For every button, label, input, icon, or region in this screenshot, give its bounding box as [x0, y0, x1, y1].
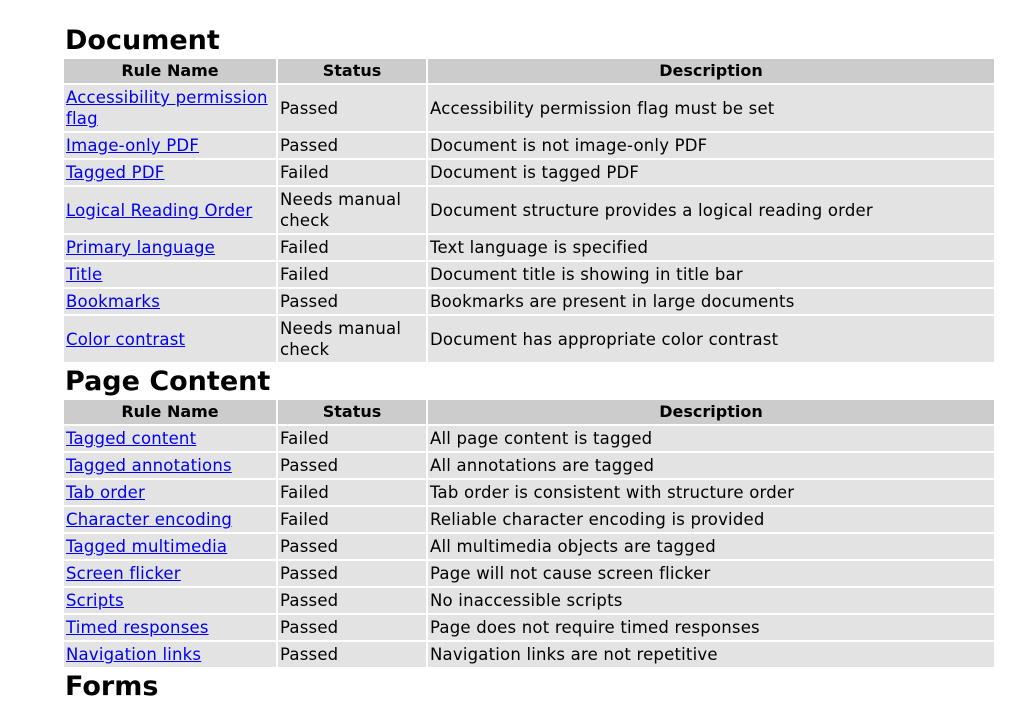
description-cell: All page content is tagged [428, 426, 994, 451]
column-header-description: Description [428, 400, 994, 424]
status-cell: Passed [278, 133, 426, 158]
table-row [64, 480, 994, 505]
status-cell: Passed [278, 85, 426, 131]
rule-name-cell [64, 480, 276, 505]
description-cell: Reliable character encoding is provided [428, 507, 994, 532]
rule-link[interactable]: Navigation links [66, 645, 202, 664]
rule-link[interactable]: Primary language [66, 238, 216, 257]
table-row [64, 534, 994, 559]
table-row [64, 615, 994, 640]
rule-name-cell [64, 507, 276, 532]
rule-name-cell [64, 133, 276, 158]
rule-name-cell [64, 426, 276, 451]
table-row [64, 642, 994, 667]
rule-name-cell [64, 588, 276, 613]
rule-link[interactable]: Tagged PDF [66, 163, 165, 182]
table-row [64, 85, 994, 131]
rule-link[interactable]: Scripts [66, 591, 124, 610]
rule-link[interactable]: Tagged multimedia [66, 537, 228, 556]
status-cell: Failed [278, 160, 426, 185]
rule-name-cell [64, 642, 276, 667]
rule-link[interactable]: Title [66, 265, 103, 284]
rule-name-cell [64, 235, 276, 260]
status-cell: Passed [278, 534, 426, 559]
table-row [64, 316, 994, 362]
rule-link[interactable]: Screen flicker [66, 564, 181, 583]
table-row [64, 507, 994, 532]
table-row [64, 187, 994, 233]
table-header-row [64, 400, 994, 424]
rule-name-cell [64, 453, 276, 478]
rule-link[interactable]: Logical Reading Order [66, 200, 253, 220]
description-cell: Document title is showing in title bar [428, 262, 994, 287]
table-row [64, 160, 994, 185]
rule-link[interactable]: Tab order [66, 483, 145, 502]
rule-name-cell [64, 561, 276, 586]
rule-name-cell [64, 316, 276, 362]
description-cell: Bookmarks are present in large documents [428, 289, 994, 314]
status-cell: Failed [278, 235, 426, 260]
rule-link[interactable]: Tagged annotations [66, 456, 232, 475]
rule-name-cell [64, 534, 276, 559]
table-row [64, 235, 994, 260]
rule-name-cell [64, 187, 276, 233]
status-cell: Needs manual check [278, 316, 426, 362]
section-forms [62, 670, 996, 704]
rule-link[interactable]: Tagged content [66, 429, 197, 448]
table-row [64, 588, 994, 613]
column-header-status: Status [278, 400, 426, 424]
description-cell: Tab order is consistent with structure order [428, 480, 994, 505]
rule-link[interactable]: Timed responses [66, 618, 209, 637]
status-cell: Passed [278, 453, 426, 478]
description-cell: All annotations are tagged [428, 453, 994, 478]
status-cell: Passed [278, 615, 426, 640]
rule-link[interactable]: Character encoding [66, 510, 233, 529]
status-cell: Failed [278, 426, 426, 451]
description-cell: Text language is specified [428, 235, 994, 260]
rules-table [62, 57, 996, 364]
status-cell: Passed [278, 642, 426, 667]
rule-name-cell [64, 289, 276, 314]
status-cell: Passed [278, 561, 426, 586]
column-header-status: Status [278, 59, 426, 83]
description-cell: No inaccessible scripts [428, 588, 994, 613]
section-page-content [62, 365, 996, 669]
table-header-row [64, 59, 994, 83]
accessibility-report [62, 24, 996, 704]
rule-link[interactable]: Accessibility permission flag [66, 88, 268, 128]
description-cell: Document is tagged PDF [428, 160, 994, 185]
description-cell: Document is not image-only PDF [428, 133, 994, 158]
description-cell: Page will not cause screen flicker [428, 561, 994, 586]
rule-name-cell [64, 615, 276, 640]
description-cell: Document has appropriate color contrast [428, 316, 994, 362]
description-cell: Navigation links are not repetitive [428, 642, 994, 667]
status-cell: Failed [278, 480, 426, 505]
rule-link[interactable]: Color contrast [66, 329, 186, 349]
description-cell: Page does not require timed responses [428, 615, 994, 640]
section-title: Page Content [65, 366, 271, 397]
status-cell: Passed [278, 588, 426, 613]
status-cell: Failed [278, 262, 426, 287]
status-cell: Passed [278, 289, 426, 314]
table-row [64, 289, 994, 314]
column-header-description: Description [428, 59, 994, 83]
description-cell: All multimedia objects are tagged [428, 534, 994, 559]
column-header-rule-name: Rule Name [64, 400, 276, 424]
table-row [64, 561, 994, 586]
description-cell: Accessibility permission flag must be set [428, 85, 994, 131]
rule-name-cell [64, 85, 276, 131]
status-cell: Failed [278, 507, 426, 532]
table-row [64, 426, 994, 451]
rule-link[interactable]: Image-only PDF [66, 136, 200, 155]
column-header-rule-name: Rule Name [64, 59, 276, 83]
section-document [62, 24, 996, 364]
rule-name-cell [64, 262, 276, 287]
status-cell: Needs manual check [278, 187, 426, 233]
rule-name-cell [64, 160, 276, 185]
table-row [64, 262, 994, 287]
description-cell: Document structure provides a logical reading order [428, 187, 994, 233]
section-title: Document [65, 25, 220, 56]
table-row [64, 453, 994, 478]
table-row [64, 133, 994, 158]
rule-link[interactable]: Bookmarks [66, 292, 160, 311]
section-title: Forms [65, 671, 159, 702]
rules-table [62, 398, 996, 669]
